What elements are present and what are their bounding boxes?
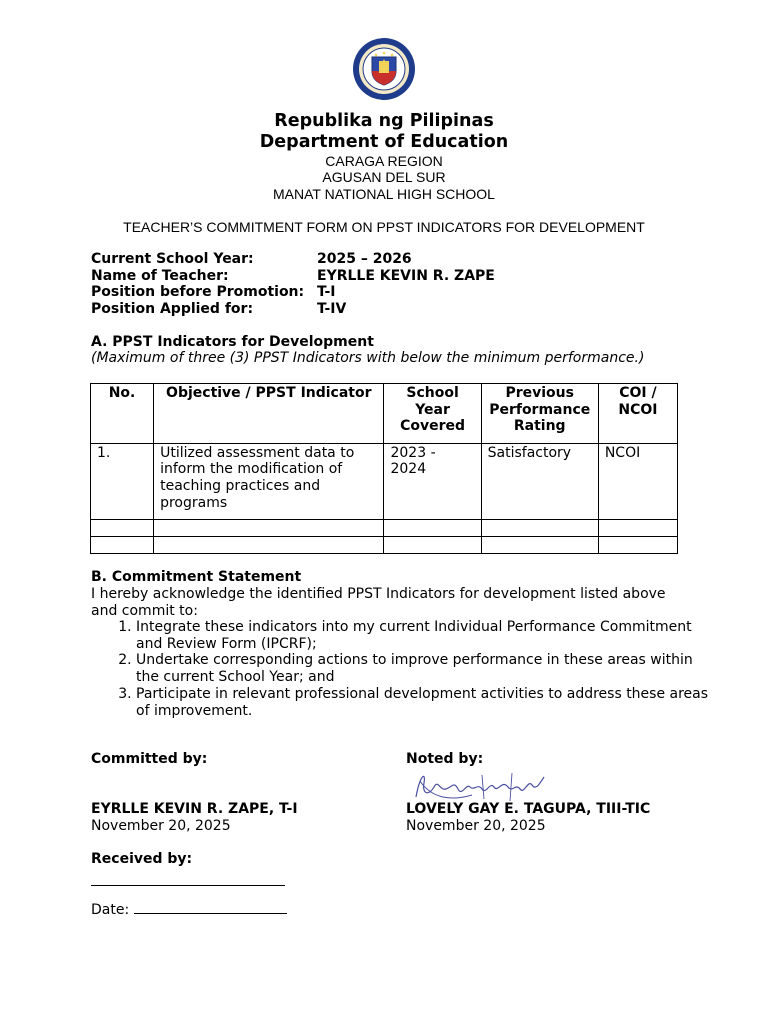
division-text: AGUSAN DEL SUR	[322, 169, 446, 185]
ppst-indicators-table	[90, 383, 678, 554]
table-cell	[598, 537, 677, 554]
table-cell	[481, 520, 598, 537]
received-by-label: Received by:	[91, 851, 193, 867]
list-item: 3. Participate in relevant professional development activities to address these areas of improvement.	[136, 686, 716, 719]
table-cell: NCOI	[598, 443, 677, 519]
table-cell: 1.	[91, 443, 154, 519]
noted-date: November 20, 2025	[406, 818, 546, 834]
noted-name: LOVELY GAY E. TAGUPA, TIII-TIC	[406, 801, 651, 817]
deped-seal-logo	[352, 37, 416, 101]
table-cell: 2023 - 2024	[384, 443, 481, 519]
table-cell	[91, 520, 154, 537]
info-value: T-I	[317, 284, 336, 301]
noted-by-label: Noted by:	[406, 751, 484, 767]
table-row	[91, 443, 678, 519]
handwritten-signature	[412, 769, 550, 805]
column-header: No.	[91, 384, 154, 444]
table-cell: Satisfactory	[481, 443, 598, 519]
column-header: Objective / PPST Indicator	[154, 384, 384, 444]
committed-name: EYRLLE KEVIN R. ZAPE, T-I	[91, 801, 298, 817]
column-header: COI / NCOI	[598, 384, 677, 444]
committed-date: November 20, 2025	[91, 818, 231, 834]
date-label: Date:	[91, 902, 130, 918]
commitment-intro: I hereby acknowledge the identified PPST Indicators for development listed above and commit to:	[91, 586, 666, 619]
info-row	[91, 251, 495, 268]
info-row	[91, 268, 495, 285]
form-title: TEACHER’S COMMITMENT FORM ON PPST INDICATORS FOR DEVELOPMENT	[123, 219, 645, 235]
info-label: Name of Teacher:	[91, 267, 229, 284]
teacher-info	[91, 251, 495, 318]
section-a-subtitle: (Maximum of three (3) PPST Indicators with below the minimum performance.)	[91, 350, 645, 366]
info-row	[91, 301, 495, 318]
table-cell	[384, 537, 481, 554]
region-text: CARAGA REGION	[325, 153, 443, 169]
info-label: Position before Promotion:	[91, 284, 305, 301]
info-value: EYRLLE KEVIN R. ZAPE	[317, 267, 495, 284]
info-value: T-IV	[317, 301, 347, 318]
info-label: Position Applied for:	[91, 301, 254, 318]
table-row-empty	[91, 537, 678, 554]
table-row-empty	[91, 520, 678, 537]
info-row	[91, 284, 495, 301]
table-cell	[481, 537, 598, 554]
department-heading: Department of Education	[259, 132, 509, 152]
date-blank-line	[134, 901, 287, 914]
committed-by-label: Committed by:	[91, 751, 208, 767]
received-signature-line	[91, 885, 285, 886]
table-cell	[91, 537, 154, 554]
table-cell: Utilized assessment data to inform the modification of teaching practices and programs	[154, 443, 384, 519]
republic-heading: Republika ng Pilipinas	[274, 111, 494, 131]
commitment-list	[91, 619, 716, 719]
list-item: 2. Undertake corresponding actions to improve performance in these areas within the current School Year; and	[136, 652, 716, 685]
table-header-row	[91, 384, 678, 444]
table-cell	[154, 520, 384, 537]
column-header: Previous Performance Rating	[481, 384, 598, 444]
section-a-title: A. PPST Indicators for Development	[91, 334, 374, 350]
received-date-row	[91, 901, 287, 919]
info-value: 2025 – 2026	[317, 251, 412, 267]
table-cell	[384, 520, 481, 537]
column-header: School Year Covered	[384, 384, 481, 444]
section-b-title: B. Commitment Statement	[91, 569, 302, 585]
list-item: 1. Integrate these indicators into my current Individual Performance Commitment and Review Form (IPCRF);	[136, 619, 716, 652]
school-name: MANAT NATIONAL HIGH SCHOOL	[273, 186, 495, 202]
table-cell	[598, 520, 677, 537]
table-cell	[154, 537, 384, 554]
info-label: Current School Year:	[91, 251, 254, 267]
